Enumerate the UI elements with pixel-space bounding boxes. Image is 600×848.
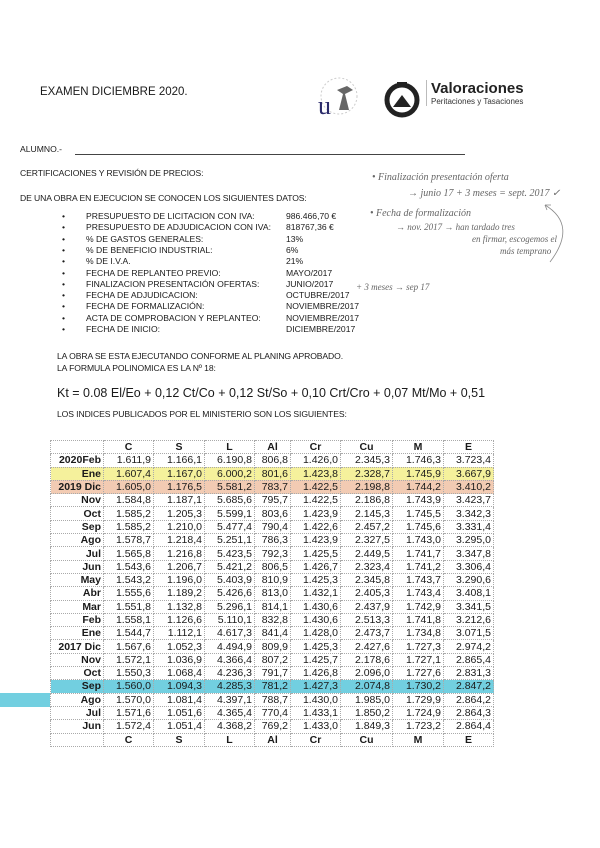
table-cell: 5.426,6 (205, 587, 255, 600)
table-cell: 1.427,3 (291, 680, 341, 693)
table-cell: 1.551,8 (104, 600, 154, 613)
brand-block (426, 80, 524, 106)
column-header: C (104, 733, 154, 746)
table-row (51, 600, 494, 613)
table-cell: 1.585,2 (104, 507, 154, 520)
row-label: Ene (51, 467, 104, 480)
data-item-label: FINALIZACION PRESENTACIÓN OFERTAS: (86, 278, 260, 289)
data-item-value: 21% (286, 256, 304, 267)
table-cell: 5.296,1 (205, 600, 255, 613)
student-label: ALUMNO.- (20, 144, 63, 154)
handwritten-note: • Finalización presentación oferta (372, 172, 509, 183)
table-row (51, 454, 494, 467)
bullet-icon: • (62, 324, 66, 334)
row-label: Feb (51, 613, 104, 626)
table-cell: 1.565,8 (104, 547, 154, 560)
table-cell: 5.423,5 (205, 547, 255, 560)
table-cell: 814,1 (255, 600, 291, 613)
table-cell: 1.584,8 (104, 494, 154, 507)
column-header: Al (255, 441, 291, 454)
table-cell: 1.206,7 (154, 560, 205, 573)
table-cell: 3.071,5 (444, 627, 494, 640)
table-cell: 1.432,1 (291, 587, 341, 600)
table-row (51, 560, 494, 573)
table-cell: 1.422,5 (291, 494, 341, 507)
table-cell: 3.341,5 (444, 600, 494, 613)
table-cell: 1.423,9 (291, 534, 341, 547)
table-cell: 3.331,4 (444, 520, 494, 533)
table-cell: 1.743,4 (393, 587, 444, 600)
bullet-icon: • (62, 312, 66, 323)
table-cell: 790,4 (255, 520, 291, 533)
paragraph-planning: LA OBRA SE ESTA EJECUTANDO CONFORME AL PLANING APROBADO. (57, 351, 344, 361)
brand-name: Valoraciones (431, 80, 524, 97)
handwritten-note: → junio 17 + 3 meses = sept. 2017 ✓ (408, 188, 561, 199)
table-cell: 1.607,4 (104, 467, 154, 480)
table-cell: 2.145,3 (341, 507, 393, 520)
bullet-icon: • (62, 211, 66, 221)
row-label: Mar (51, 600, 104, 613)
column-header: M (393, 733, 444, 746)
table-cell: 1.727,3 (393, 640, 444, 653)
row-label: Ago (51, 693, 104, 706)
table-cell: 1.425,7 (291, 653, 341, 666)
bullet-icon: • (62, 290, 66, 301)
bullet-icon: • (62, 278, 66, 289)
table-cell: 1.052,3 (154, 640, 205, 653)
bullet-icon: • (62, 244, 66, 255)
table-cell: 5.251,1 (205, 534, 255, 547)
polynomial-formula: Kt = 0.08 El/Eo + 0,12 Ct/Co + 0,12 St/So + 0,10 Crt/Cro + 0,07 Mt/Mo + 0,51 (57, 386, 486, 400)
handwritten-note: → nov. 2017 → han tardado tres (396, 222, 515, 232)
table-cell: 1.734,8 (393, 627, 444, 640)
table-row (51, 680, 494, 693)
table-cell: 1.426,7 (291, 560, 341, 573)
column-header: M (393, 441, 444, 454)
data-item-label: FECHA DE INICIO: (86, 324, 161, 334)
table-cell: 1.849,3 (341, 720, 393, 733)
paragraph-indices: LOS INDICES PUBLICADOS POR EL MINISTERIO SON LOS SIGUIENTES: (57, 409, 347, 419)
table-cell: 1.216,8 (154, 547, 205, 560)
table-cell: 1.126,6 (154, 613, 205, 626)
table-cell: 1.741,2 (393, 560, 444, 573)
table-cell: 2.328,7 (341, 467, 393, 480)
data-item-value: NOVIEMBRE/2017 (286, 312, 360, 323)
table-cell: 1.205,3 (154, 507, 205, 520)
table-footer-row (51, 733, 494, 746)
row-label: Nov (51, 653, 104, 666)
table-cell: 6.000,2 (205, 467, 255, 480)
data-item-value: 13% (286, 233, 304, 244)
data-item-value: DICIEMBRE/2017 (286, 324, 356, 334)
table-cell: 2.345,8 (341, 573, 393, 586)
table-cell: 1.094,3 (154, 680, 205, 693)
table-cell: 1.543,6 (104, 560, 154, 573)
table-cell: 1.611,9 (104, 454, 154, 467)
bullet-icon: • (62, 301, 66, 312)
table-cell: 4.236,3 (205, 667, 255, 680)
row-label: Oct (51, 507, 104, 520)
column-header: Al (255, 733, 291, 746)
table-cell: 2.178,6 (341, 653, 393, 666)
row-label: Sep (51, 520, 104, 533)
data-item-value: NOVIEMBRE/2017 (286, 301, 360, 312)
table-cell: 1.051,4 (154, 720, 205, 733)
column-header: Cu (341, 733, 393, 746)
table-cell: 2.831,3 (444, 667, 494, 680)
university-logo (315, 76, 360, 120)
table-cell: 1.746,3 (393, 454, 444, 467)
bullet-icon: • (62, 267, 66, 278)
table-cell: 1.543,2 (104, 573, 154, 586)
table-cell: 5.421,2 (205, 560, 255, 573)
table-cell: 1.544,7 (104, 627, 154, 640)
brand-tagline: Peritaciones y Tasaciones (431, 97, 524, 106)
table-cell: 3.212,6 (444, 613, 494, 626)
table-cell: 3.723,4 (444, 454, 494, 467)
table-cell: 4.285,3 (205, 680, 255, 693)
table-cell: 1.605,0 (104, 480, 154, 493)
table-cell: 2.323,4 (341, 560, 393, 573)
table-cell: 806,8 (255, 454, 291, 467)
table-cell: 1.558,1 (104, 613, 154, 626)
table-cell: 1.727,6 (393, 667, 444, 680)
column-header: Cr (291, 733, 341, 746)
column-header: E (444, 441, 494, 454)
data-item-value: JUNIO/2017 (286, 278, 334, 289)
data-item-label: % DE I.V.A. (86, 256, 131, 267)
column-header: S (154, 441, 205, 454)
table-cell: 788,7 (255, 693, 291, 706)
table-cell: 1.724,9 (393, 706, 444, 719)
table-cell: 5.685,6 (205, 494, 255, 507)
table-cell: 4.397,1 (205, 693, 255, 706)
table-cell: 5.581,2 (205, 480, 255, 493)
handwritten-note: + 3 meses → sep 17 (356, 282, 430, 292)
table-cell: 1.743,0 (393, 534, 444, 547)
row-label: 2017 Dic (51, 640, 104, 653)
intro-text: DE UNA OBRA EN EJECUCION SE CONOCEN LOS SIGUIENTES DATOS: (20, 193, 307, 203)
table-cell: 2.198,8 (341, 480, 393, 493)
valoraciones-logo (383, 80, 421, 118)
table-cell: 801,6 (255, 467, 291, 480)
table-row (51, 587, 494, 600)
table-cell: 2.405,3 (341, 587, 393, 600)
table-row (51, 627, 494, 640)
table-cell: 2.449,5 (341, 547, 393, 560)
table-cell: 1.744,2 (393, 480, 444, 493)
table-cell: 2.074,8 (341, 680, 393, 693)
table-cell: 1.745,5 (393, 507, 444, 520)
table-cell: 3.667,9 (444, 467, 494, 480)
table-cell: 4.365,4 (205, 706, 255, 719)
table-cell: 2.186,8 (341, 494, 393, 507)
table-cell: 5.477,4 (205, 520, 255, 533)
table-cell: 2.437,9 (341, 600, 393, 613)
table-cell: 1.741,8 (393, 613, 444, 626)
data-item-label: ACTA DE COMPROBACION Y REPLANTEO: (86, 312, 261, 323)
table-cell: 1.428,0 (291, 627, 341, 640)
table-cell: 2.513,3 (341, 613, 393, 626)
table-row (51, 653, 494, 666)
table-cell: 1.745,9 (393, 467, 444, 480)
column-header: Cu (341, 441, 393, 454)
row-label: Abr (51, 587, 104, 600)
bullet-icon: • (62, 233, 66, 244)
student-name-line[interactable] (75, 154, 465, 155)
table-cell: 1.426,8 (291, 667, 341, 680)
table-cell: 1.433,0 (291, 720, 341, 733)
table-cell: 3.347,8 (444, 547, 494, 560)
indices-table (50, 440, 494, 747)
row-label: 2020Feb (51, 454, 104, 467)
table-cell: 1.550,3 (104, 667, 154, 680)
table-cell: 1.425,3 (291, 640, 341, 653)
table-header-row (51, 441, 494, 454)
table-cell: 1.729,9 (393, 693, 444, 706)
table-cell: 1.742,9 (393, 600, 444, 613)
table-cell: 783,7 (255, 480, 291, 493)
table-cell: 806,5 (255, 560, 291, 573)
column-header: E (444, 733, 494, 746)
column-header: L (205, 441, 255, 454)
table-cell: 1.850,2 (341, 706, 393, 719)
table-cell: 3.306,4 (444, 560, 494, 573)
column-header: C (104, 441, 154, 454)
table-cell: 2.865,4 (444, 653, 494, 666)
row-label: Jul (51, 706, 104, 719)
table-cell: 810,9 (255, 573, 291, 586)
row-label: May (51, 573, 104, 586)
data-item-value: 986.466,70 € (286, 211, 337, 221)
table-cell: 3.342,3 (444, 507, 494, 520)
table-cell: 1.555,6 (104, 587, 154, 600)
table-cell: 1.430,0 (291, 693, 341, 706)
table-cell: 1.210,0 (154, 520, 205, 533)
table-cell: 769,2 (255, 720, 291, 733)
table-cell: 1.423,9 (291, 507, 341, 520)
table-row (51, 573, 494, 586)
table-cell: 2.974,2 (444, 640, 494, 653)
table-row (51, 720, 494, 733)
table-cell: 5.599,1 (205, 507, 255, 520)
data-item-label: FECHA DE ADJUDICACION: (86, 290, 198, 301)
data-item-value: MAYO/2017 (286, 267, 333, 278)
table-row (51, 693, 494, 706)
table-cell: 1.567,6 (104, 640, 154, 653)
table-row (51, 613, 494, 626)
table-cell: 2.847,2 (444, 680, 494, 693)
table-cell: 3.295,0 (444, 534, 494, 547)
handwritten-note: • Fecha de formalización (370, 208, 471, 219)
table-row (51, 667, 494, 680)
table-row (51, 547, 494, 560)
table-cell: 4.494,9 (205, 640, 255, 653)
table-cell: 3.290,6 (444, 573, 494, 586)
table-cell: 1.560,0 (104, 680, 154, 693)
table-cell: 1.218,4 (154, 534, 205, 547)
table-cell: 1.189,2 (154, 587, 205, 600)
table-cell: 1.745,6 (393, 520, 444, 533)
table-cell: 2.864,3 (444, 706, 494, 719)
column-header: L (205, 733, 255, 746)
row-label: Nov (51, 494, 104, 507)
table-cell: 792,3 (255, 547, 291, 560)
row-label: Sep (51, 680, 104, 693)
table-row (51, 480, 494, 493)
table-cell: 1.422,6 (291, 520, 341, 533)
table-cell: 1.572,1 (104, 653, 154, 666)
table-cell: 2.345,3 (341, 454, 393, 467)
table-cell: 1.727,1 (393, 653, 444, 666)
table-cell: 1.571,6 (104, 706, 154, 719)
table-cell: 1.572,4 (104, 720, 154, 733)
row-label: Oct (51, 667, 104, 680)
table-cell: 3.423,7 (444, 494, 494, 507)
table-cell: 795,7 (255, 494, 291, 507)
table-cell: 2.427,6 (341, 640, 393, 653)
table-cell: 1.426,0 (291, 454, 341, 467)
table-cell: 2.327,5 (341, 534, 393, 547)
table-cell: 813,0 (255, 587, 291, 600)
table-cell: 3.410,2 (444, 480, 494, 493)
table-row (51, 640, 494, 653)
table-cell: 2.864,4 (444, 720, 494, 733)
table-cell: 807,2 (255, 653, 291, 666)
data-item-label: PRESUPUESTO DE ADJUDICACION CON IVA: (86, 222, 271, 233)
table-cell: 1.112,1 (154, 627, 205, 640)
row-label: Ago (51, 534, 104, 547)
table-cell: 4.617,3 (205, 627, 255, 640)
column-header: S (154, 733, 205, 746)
table-row (51, 706, 494, 719)
table-cell: 1.196,0 (154, 573, 205, 586)
table-row (51, 520, 494, 533)
table-cell: 1.730,2 (393, 680, 444, 693)
table-cell: 1.425,3 (291, 573, 341, 586)
table-cell: 1.578,7 (104, 534, 154, 547)
svg-text:u: u (318, 91, 331, 120)
table-cell: 1.743,7 (393, 573, 444, 586)
table-cell: 3.408,1 (444, 587, 494, 600)
data-item-label: FECHA DE REPLANTEO PREVIO: (86, 267, 221, 278)
table-cell: 5.110,1 (205, 613, 255, 626)
data-item-label: % DE BENEFICIO INDUSTRIAL: (86, 244, 213, 255)
table-row (51, 467, 494, 480)
table-cell: 1.132,8 (154, 600, 205, 613)
table-cell: 1.585,2 (104, 520, 154, 533)
table-cell: 1.176,5 (154, 480, 205, 493)
table-cell: 6.190,8 (205, 454, 255, 467)
data-item-value: 6% (286, 244, 299, 255)
table-cell: 1.430,6 (291, 600, 341, 613)
table-cell: 2.096,0 (341, 667, 393, 680)
table-cell: 803,6 (255, 507, 291, 520)
table-cell: 841,4 (255, 627, 291, 640)
table-cell: 1.167,0 (154, 467, 205, 480)
table-cell: 5.403,9 (205, 573, 255, 586)
table-cell: 1.985,0 (341, 693, 393, 706)
handwritten-note: más temprano (500, 246, 552, 256)
table-cell: 770,4 (255, 706, 291, 719)
header-corner (51, 733, 104, 746)
row-label: Jun (51, 720, 104, 733)
table-cell: 1.741,7 (393, 547, 444, 560)
data-item-label: FECHA DE FORMALIZACIÓN: (86, 301, 205, 312)
table-cell: 1.425,5 (291, 547, 341, 560)
table-cell: 1.422,5 (291, 480, 341, 493)
table-row (51, 507, 494, 520)
table-cell: 1.743,9 (393, 494, 444, 507)
table-cell: 1.051,6 (154, 706, 205, 719)
data-item-label: PRESUPUESTO DE LICITACION CON IVA: (86, 211, 255, 221)
table-cell: 1.081,4 (154, 693, 205, 706)
table-cell: 4.366,4 (205, 653, 255, 666)
table-cell: 1.068,4 (154, 667, 205, 680)
bullet-icon: • (62, 222, 66, 233)
table-cell: 1.166,1 (154, 454, 205, 467)
table-row (51, 534, 494, 547)
handwritten-note: en firmar, escogemos el (472, 234, 557, 244)
table-cell: 809,9 (255, 640, 291, 653)
row-label: Ene (51, 627, 104, 640)
table-cell: 4.368,2 (205, 720, 255, 733)
data-item-label: % DE GASTOS GENERALES: (86, 233, 204, 244)
table-cell: 2.473,7 (341, 627, 393, 640)
bullet-icon: • (62, 256, 66, 267)
table-cell: 1.570,0 (104, 693, 154, 706)
paragraph-formula-number: LA FORMULA POLINOMICA ES LA Nº 18: (57, 363, 216, 373)
column-header: Cr (291, 441, 341, 454)
table-cell: 1.430,6 (291, 613, 341, 626)
highlight-mark (0, 693, 50, 707)
table-cell: 1.187,1 (154, 494, 205, 507)
row-label: 2019 Dic (51, 480, 104, 493)
table-cell: 1.723,2 (393, 720, 444, 733)
table-row (51, 494, 494, 507)
header-corner (51, 441, 104, 454)
table-cell: 1.433,1 (291, 706, 341, 719)
table-cell: 1.036,9 (154, 653, 205, 666)
exam-title: EXAMEN DICIEMBRE 2020. (40, 86, 188, 98)
table-cell: 832,8 (255, 613, 291, 626)
table-cell: 786,3 (255, 534, 291, 547)
table-cell: 2.457,2 (341, 520, 393, 533)
table-cell: 791,7 (255, 667, 291, 680)
section-title: CERTIFICACIONES Y REVISIÓN DE PRECIOS: (20, 168, 204, 178)
table-cell: 781,2 (255, 680, 291, 693)
table-cell: 1.423,8 (291, 467, 341, 480)
row-label: Jul (51, 547, 104, 560)
row-label: Jun (51, 560, 104, 573)
table-cell: 2.864,2 (444, 693, 494, 706)
data-item-value: 818767,36 € (286, 222, 334, 233)
data-item-value: OCTUBRE/2017 (286, 290, 350, 301)
handwritten-arrow-icon (540, 200, 580, 270)
